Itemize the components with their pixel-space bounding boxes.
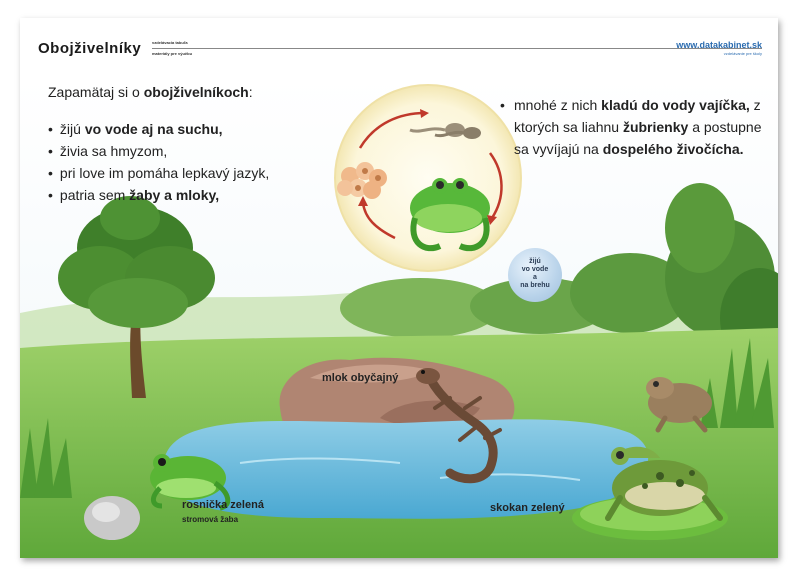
poster-card xyxy=(20,18,778,558)
fact-item: • žijú vo vode aj na suchu, xyxy=(48,118,269,140)
intro-text: Zapamätaj si o obojživelníkoch: xyxy=(48,84,253,100)
bubble-line: žijú xyxy=(529,258,541,265)
bubble-line: vo vode xyxy=(521,266,549,273)
header-subtitle: vzdelávacia tabuľa xyxy=(152,40,188,45)
header-subtitle-secondary: materiály pre výučbu xyxy=(152,51,193,56)
life-cycle-diagram xyxy=(335,85,521,271)
green-frog-label: skokan zelený xyxy=(490,502,565,514)
header xyxy=(20,18,778,78)
header-divider xyxy=(152,48,762,49)
tree-frog-sublabel: stromová žaba xyxy=(182,515,239,524)
fact-item: • patria sem žaby a mloky, xyxy=(48,184,269,206)
bubble-line: na brehu xyxy=(520,282,550,289)
fact-item: • živia sa hmyzom, xyxy=(48,140,269,162)
newt-label: mlok obyčajný xyxy=(322,372,399,384)
fact-item: • pri love im pomáha lepkavý jazyk, xyxy=(48,162,269,184)
tree-frog-label: rosnička zelená xyxy=(182,499,264,511)
facts-list xyxy=(48,118,269,206)
page-title: Obojživelníky xyxy=(38,40,142,57)
reproduction-text: • mnohé z nich kladú do vody vajíčka, z ktorých sa liahnu žubrienky a postupne sa vyvíjajú na dospelého živočícha. xyxy=(514,94,764,160)
brand-tagline: vzdelávanie pre školy xyxy=(723,51,762,56)
brand-link[interactable]: www.datakabinet.sk xyxy=(676,40,762,50)
habitat-bubble xyxy=(508,248,562,302)
bubble-line: a xyxy=(533,274,537,281)
